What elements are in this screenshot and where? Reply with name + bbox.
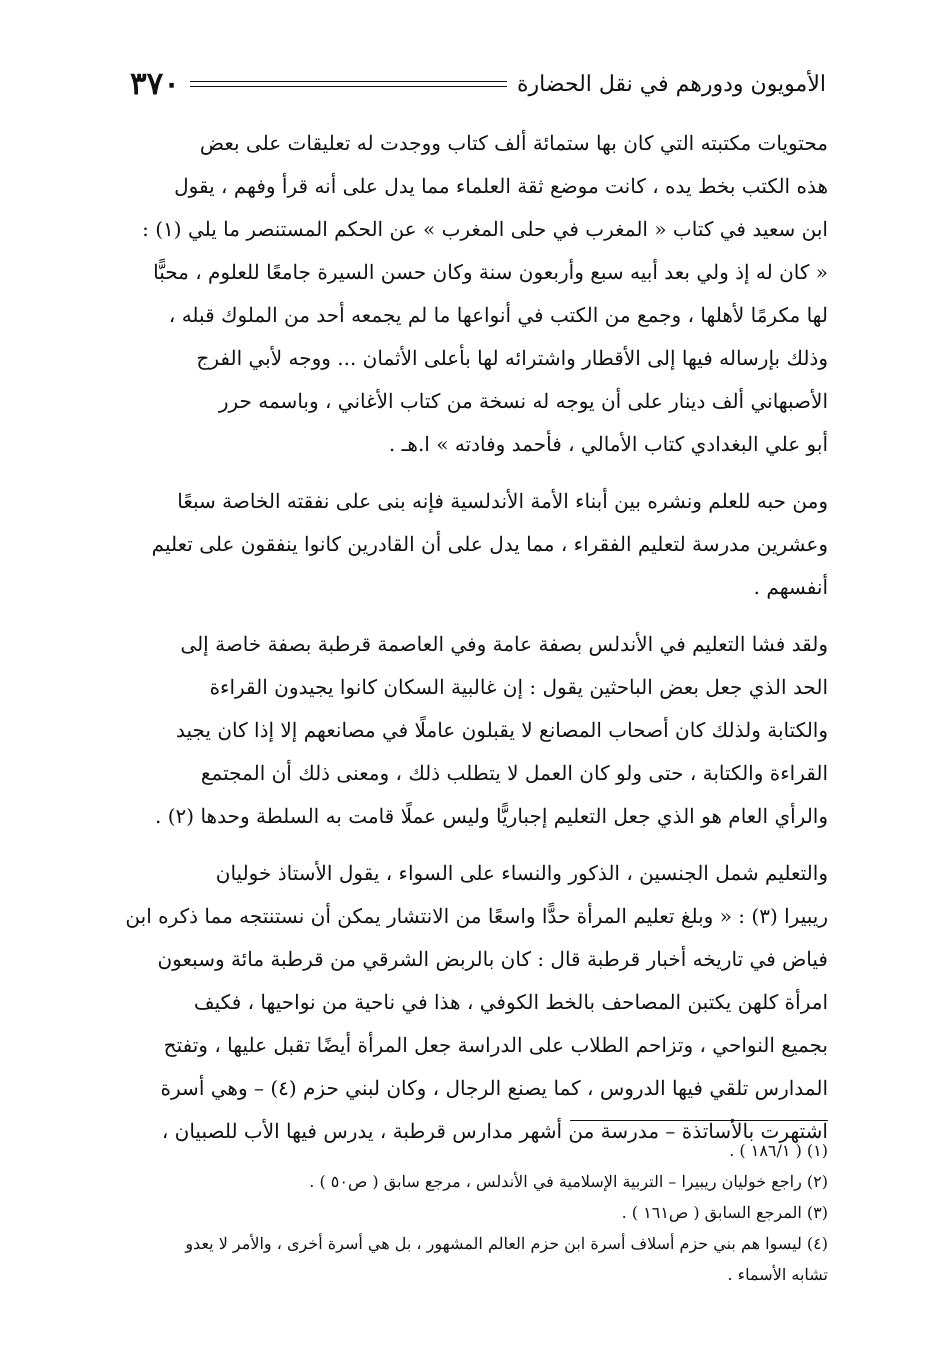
text-line: ريبيرا (٣) : « وبلغ تعليم المرأة حدًّا واسعًا من الانتشار يمكن أن نستنتجه مما ذكره ابن [125,904,828,928]
footnote: (٣) المرجع السابق ( ص١٦١ ) . [621,1203,828,1222]
text-line: ولقد فشا التعليم في الأندلس بصفة عامة وفي العاصمة قرطبة بصفة خاصة إلى [180,632,828,656]
paragraph [112,480,828,609]
footnote: (١) ( ١٨٦/١ ) . [729,1141,828,1160]
text-line: هذه الكتب بخط يده ، كانت موضع ثقة العلماء مما يدل على أنه قرأ وفهم ، يقول [174,174,828,198]
paragraph [112,122,828,466]
text-line: فياض في تاريخه أخبار قرطبة قال : كان بالربض الشرقي من قرطبة مائة وسبعون [157,947,828,971]
text-line: بجميع النواحي ، وتزاحم الطلاب على الدراسة جعل المرأة أيضًا تقبل عليها ، وتفتح [163,1033,828,1057]
page-number: ٣٧٠ [130,66,180,102]
header-rule [190,81,507,87]
text-line: امرأة كلهن يكتبن المصاحف بالخط الكوفي ، هذا في ناحية من نواحيها ، فكيف [193,990,828,1014]
paragraph [112,852,828,1153]
text-line: والرأي العام هو الذي جعل التعليم إجباريًّا وليس عملًا قامت به السلطة وحدها (٢) . [155,804,828,828]
text-line: أنفسهم . [753,575,828,599]
running-title: الأمويون ودورهم في نقل الحضارة [516,71,826,97]
paragraph [112,623,828,838]
text-line: « كان له إذ ولي بعد أبيه سبع وأربعون سنة وكان حسن السيرة جامعًا للعلوم ، محبًّا [153,260,828,284]
text-line: محتويات مكتبته التي كان بها ستمائة ألف كتاب ووجدت له تعليقات على بعض [199,131,828,155]
text-line: لها مكرمًا لأهلها ، وجمع من الكتب في أنواعها ما لم يجمعه أحد من الملوك قبله ، [168,303,828,327]
footnote-separator [570,1120,828,1121]
text-line: اشتهرت بالأساتذة – مدرسة من أشهر مدارس قرطبة ، يدرس فيها الأب للصبيان ، [161,1119,828,1143]
footnotes [112,1135,828,1290]
text-line: المدارس تلقي فيها الدروس ، كما يصنع الرجال ، وكان لبني حزم (٤) – وهي أسرة [160,1076,828,1100]
text-line: الحد الذي جعل بعض الباحثين يقول : إن غالبية السكان كانوا يجيدون القراءة [209,675,828,699]
text-line: والكتابة ولذلك كان أصحاب المصانع لا يقبلون عاملًا في مصانعهم إلا إذا كان يجيد [175,718,828,742]
footnote: (٤) ليسوا هم بني حزم أسلاف أسرة ابن حزم العالم المشهور ، بل هي أسرة أخرى ، والأمر لا يعدو [185,1234,828,1253]
text-line: ابن سعيد في كتاب « المغرب في حلى المغرب » عن الحكم المستنصر ما يلي (١) : [142,217,828,241]
text-line: والتعليم شمل الجنسين ، الذكور والنساء على السواء ، يقول الأستاذ خوليان [215,861,828,885]
body-text [112,122,828,1155]
text-line: وعشرين مدرسة لتعليم الفقراء ، مما يدل على أن القادرين كانوا ينفقون على تعليم [151,532,828,556]
text-line: أبو علي البغدادي كتاب الأمالي ، فأحمد وفادته » ا.هـ . [388,432,828,456]
text-line: الأصبهاني ألف دينار على أن يوجه له نسخة من كتاب الأغاني ، وباسمه حرر [218,389,828,413]
text-line: وذلك بإرساله فيها إلى الأقطار واشترائه لها بأعلى الأثمان ... ووجه لأبي الفرج [196,346,828,370]
text-line: القراءة والكتابة ، حتى ولو كان العمل لا يتطلب ذلك ، ومعنى ذلك أن المجتمع [200,761,828,785]
text-line: ومن حبه للعلم ونشره بين أبناء الأمة الأندلسية فإنه بنى على نفقته الخاصة سبعًا [177,489,828,513]
footnote: (٢) راجع خوليان ريبيرا – التربية الإسلامية في الأندلس ، مرجع سابق ( ص٥٠ ) . [309,1172,828,1191]
footnote-continuation: تشابه الأسماء . [727,1265,828,1284]
page-header [118,62,826,106]
